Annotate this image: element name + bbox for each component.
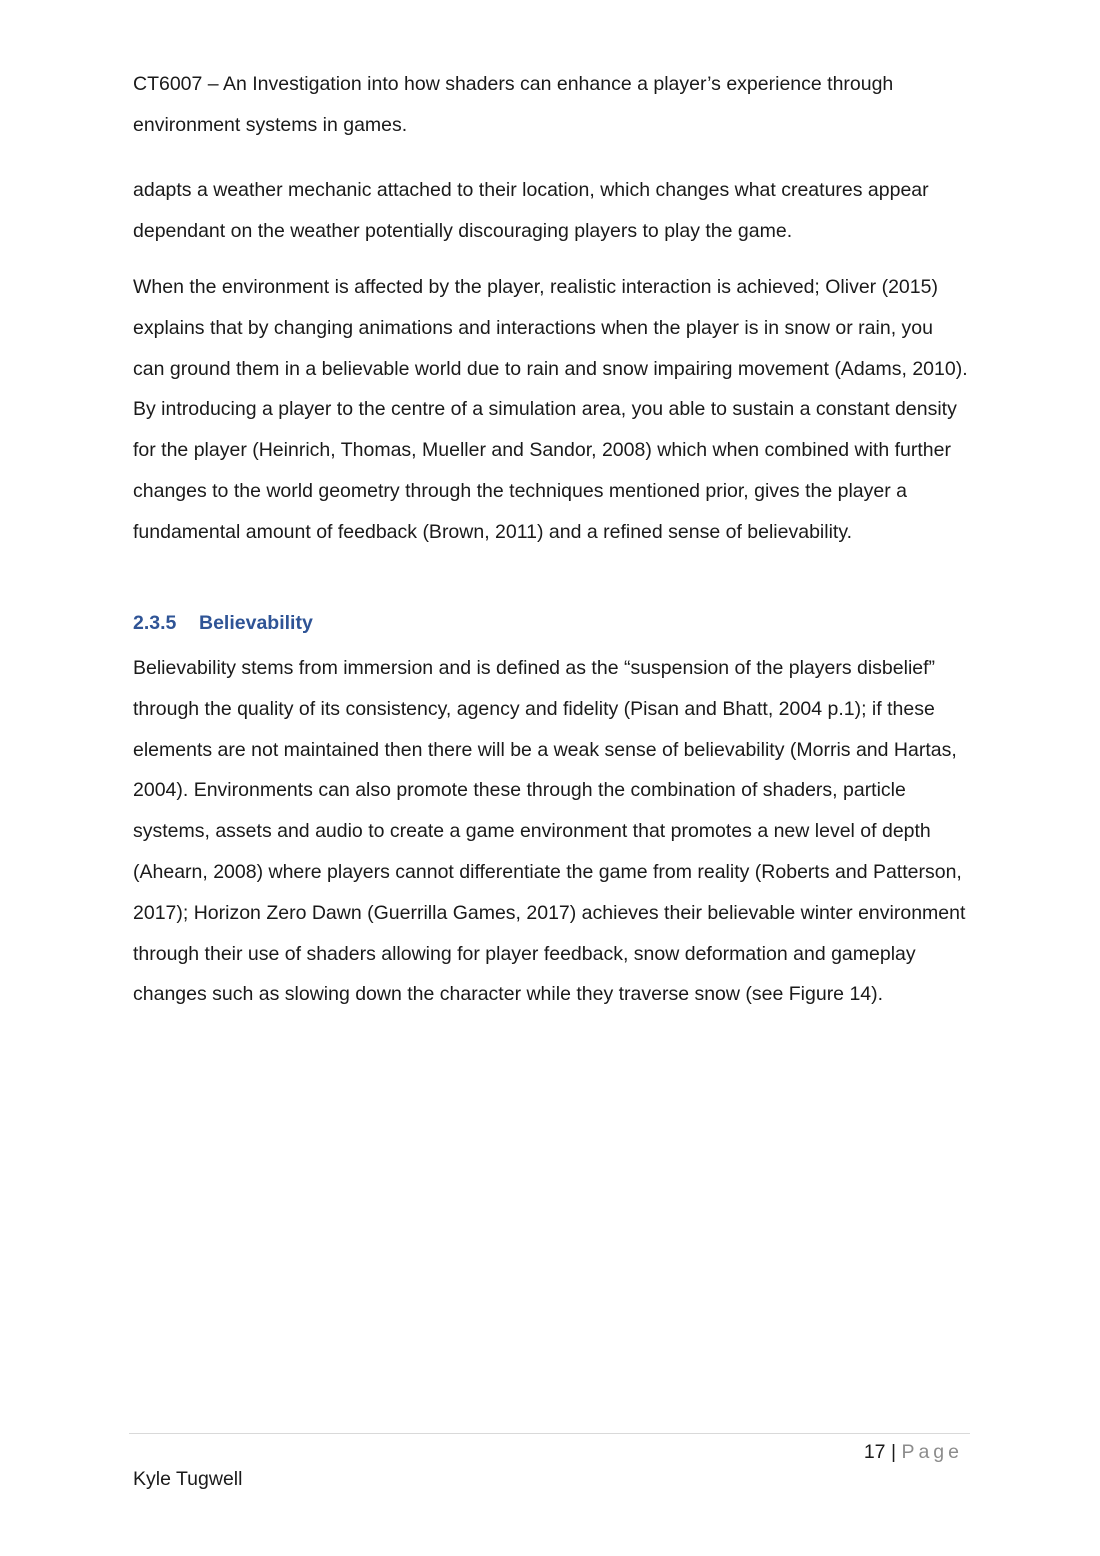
footer-author: Kyle Tugwell xyxy=(133,1468,243,1490)
paragraph-environment-interaction: When the environment is affected by the player, realistic interaction is achieved; Oliver (2015) explains that by changing animations and interactions when the player is in snow or rain, you can ground them in a believable world due to rain and snow impairing movement (Adams, 2010). By introducing a player to the centre of a simulation area, you able to sustain a constant density for the player (Heinrich, Thomas, Mueller and Sandor, 2008) which when combined with further changes to the world geometry through the techniques mentioned prior, gives the player a fundamental amount of feedback (Brown, 2011) and a refined sense of believability. xyxy=(133,276,968,543)
page-number-separator: | xyxy=(890,1441,897,1463)
section-title: Believability xyxy=(199,612,313,634)
footer-divider xyxy=(129,1433,970,1434)
paragraph-weather-mechanic: adapts a weather mechanic attached to their location, which changes what creatures appear dependant on the weather potentially discouraging players to play the game. xyxy=(133,179,929,242)
section-number: 2.3.5 xyxy=(133,612,177,634)
page-number xyxy=(864,1439,963,1465)
page-number-value: 17 xyxy=(863,1441,886,1463)
page-word: Page xyxy=(901,1441,963,1463)
paragraph-believability: Believability stems from immersion and is defined as the “suspension of the players disbelief” through the quality of its consistency, agency and fidelity (Pisan and Bhatt, 2004 p.1); if these elements are not maintained then there will be a weak sense of believability (Morris and Hartas, 2004). Environments can also promote these through the combination of shaders, particle systems, assets and audio to create a game environment that promotes a new level of depth (Ahearn, 2008) where players cannot differentiate the game from reality (Roberts and Patterson, 2017); Horizon Zero Dawn (Guerrilla Games, 2017) achieves their believable winter environment through their use of shaders allowing for player feedback, snow deformation and gameplay changes such as slowing down the character while they traverse snow (see Figure 14). xyxy=(133,657,966,1006)
document-header: CT6007 – An Investigation into how shaders can enhance a player’s experience through environment systems in games. xyxy=(133,73,894,136)
section-heading xyxy=(133,608,313,638)
